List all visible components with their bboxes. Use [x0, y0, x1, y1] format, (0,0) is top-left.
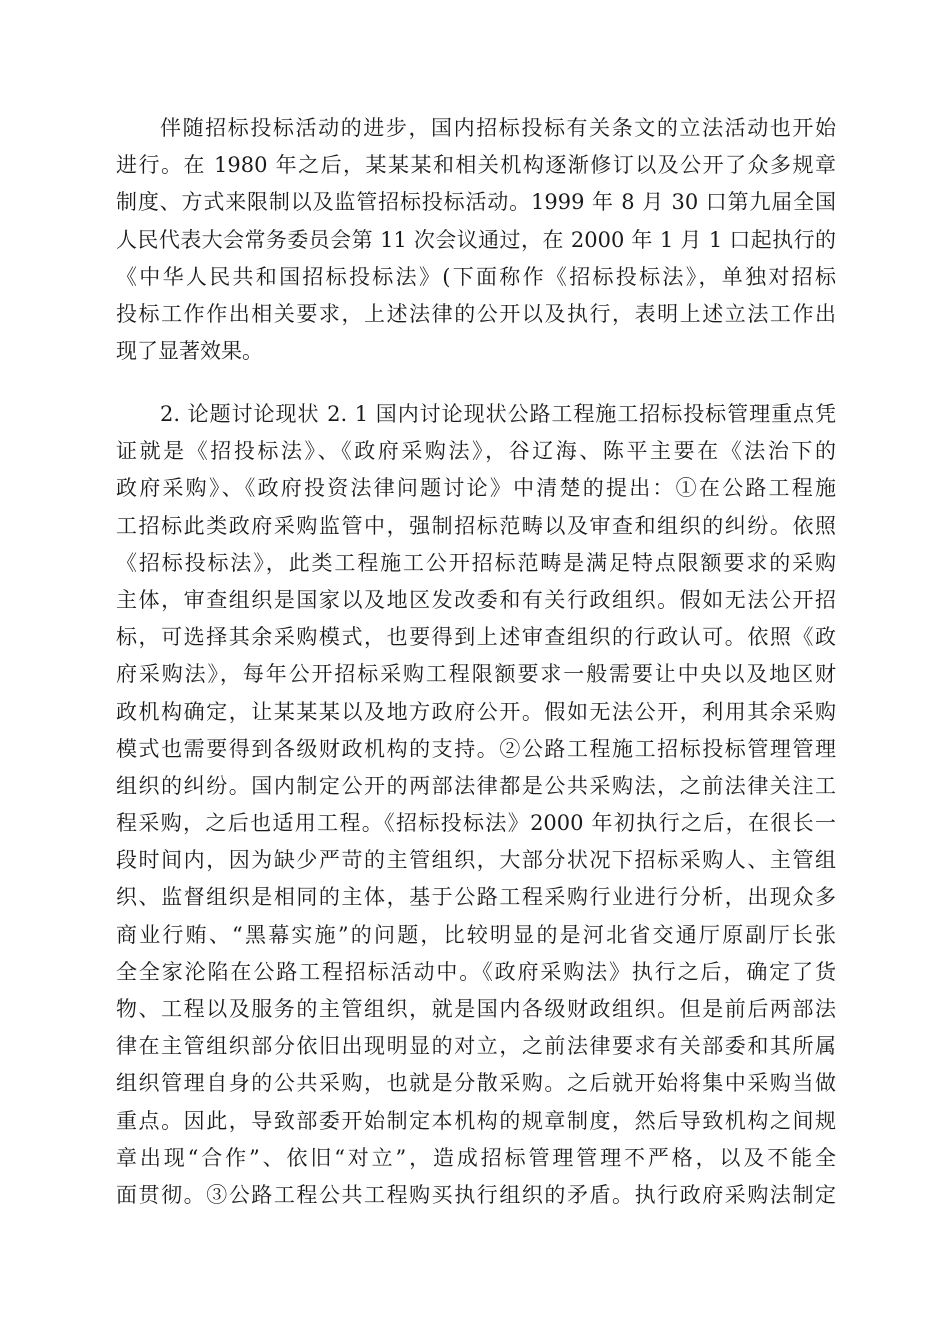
text-line: 证就是《招投标法》、《政府采购法》，谷辽海、陈平主要在《法治下的: [116, 439, 836, 464]
text-line: 伴随招标投标活动的进步，国内招标投标有关条文的立法活动也开始: [160, 116, 836, 140]
text-line: 《招标投标法》，此类工程施工公开招标范畴是满足特点限额要求的采购: [116, 550, 836, 575]
paragraph-legislation-history: [116, 110, 836, 370]
text-line: 投标工作作出相关要求，上述法律的公开以及执行，表明上述立法工作出: [116, 301, 836, 326]
text-line: 标，可选择其余采购模式，也要得到上述审查组织的行政认可。依照《政: [116, 625, 836, 650]
text-line: 工招标此类政府采购监管中，强制招标范畴以及审查和组织的纠纷。依照: [116, 513, 836, 538]
text-line: 制度、方式来限制以及监管招标投标活动。1999 年 8 月 30 口第九届全国: [116, 190, 836, 215]
text-line: 模式也需要得到各级财政机构的支持。②公路工程施工招标投标管理管理: [116, 736, 836, 761]
text-line: 全全家沦陷在公路工程招标活动中。《政府采购法》执行之后，确定了货: [116, 959, 836, 984]
text-line: 进行。在 1980 年之后，某某某和相关机构逐渐修订以及公开了众多规章: [116, 153, 836, 178]
text-line: 商业行贿、“黑幕实施”的问题，比较明显的是河北省交通厅原副厅长张: [116, 922, 836, 947]
text-line: 现了显著效果。: [116, 339, 263, 364]
text-line: 人民代表大会常务委员会第 11 次会议通过，在 2000 年 1 月 1 口起执行的: [116, 227, 836, 252]
text-line: 组织管理自身的公共采购，也就是分散采购。之后就开始将集中采购当做: [116, 1071, 836, 1096]
text-line: 面贯彻。③公路工程公共工程购买执行组织的矛盾。执行政府采购法制定: [116, 1182, 836, 1207]
text-line: 织、监督组织是相同的主体，基于公路工程采购行业进行分析，出现众多: [116, 885, 836, 910]
text-line: 程采购，之后也适用工程。《招标投标法》2000 年初执行之后，在很长一: [116, 811, 836, 836]
text-line: 政机构确定，让某某某以及地方政府公开。假如无法公开，利用其余采购: [116, 699, 836, 724]
text-line: 政府采购》、《政府投资法律问题讨论》中清楚的提出：①在公路工程施: [116, 476, 836, 501]
text-line: 组织的纠纷。国内制定公开的两部法律都是公共采购法，之前法律关注工: [116, 773, 836, 798]
text-line: 物、工程以及服务的主管组织，就是国内各级财政组织。但是前后两部法: [116, 997, 836, 1021]
text-line: 律在主管组织部分依旧出现明显的对立，之前法律要求有关部委和其所属: [116, 1034, 836, 1059]
text-line: 主体，审查组织是国家以及地区发改委和有关行政组织。假如无法公开招: [116, 587, 836, 612]
text-line: 重点。因此，导致部委开始制定本机构的规章制度，然后导致机构之间规: [116, 1108, 836, 1133]
text-line: 2. 论题讨论现状 2. 1 国内讨论现状公路工程施工招标投标管理重点凭: [160, 402, 836, 426]
text-line: 《中华人民共和国招标投标法》(下面称作《招标投标法》，单独对招标: [116, 264, 836, 289]
paragraph-research-status: [116, 396, 836, 1214]
text-line: 段时间内，因为缺少严苛的主管组织，大部分状况下招标采购人、主管组: [116, 848, 836, 873]
text-line: 府采购法》，每年公开招标采购工程限额要求一般需要让中央以及地区财: [116, 662, 836, 687]
text-line: 章出现“合作”、依旧“对立”，造成招标管理管理不严格，以及不能全: [116, 1145, 836, 1170]
